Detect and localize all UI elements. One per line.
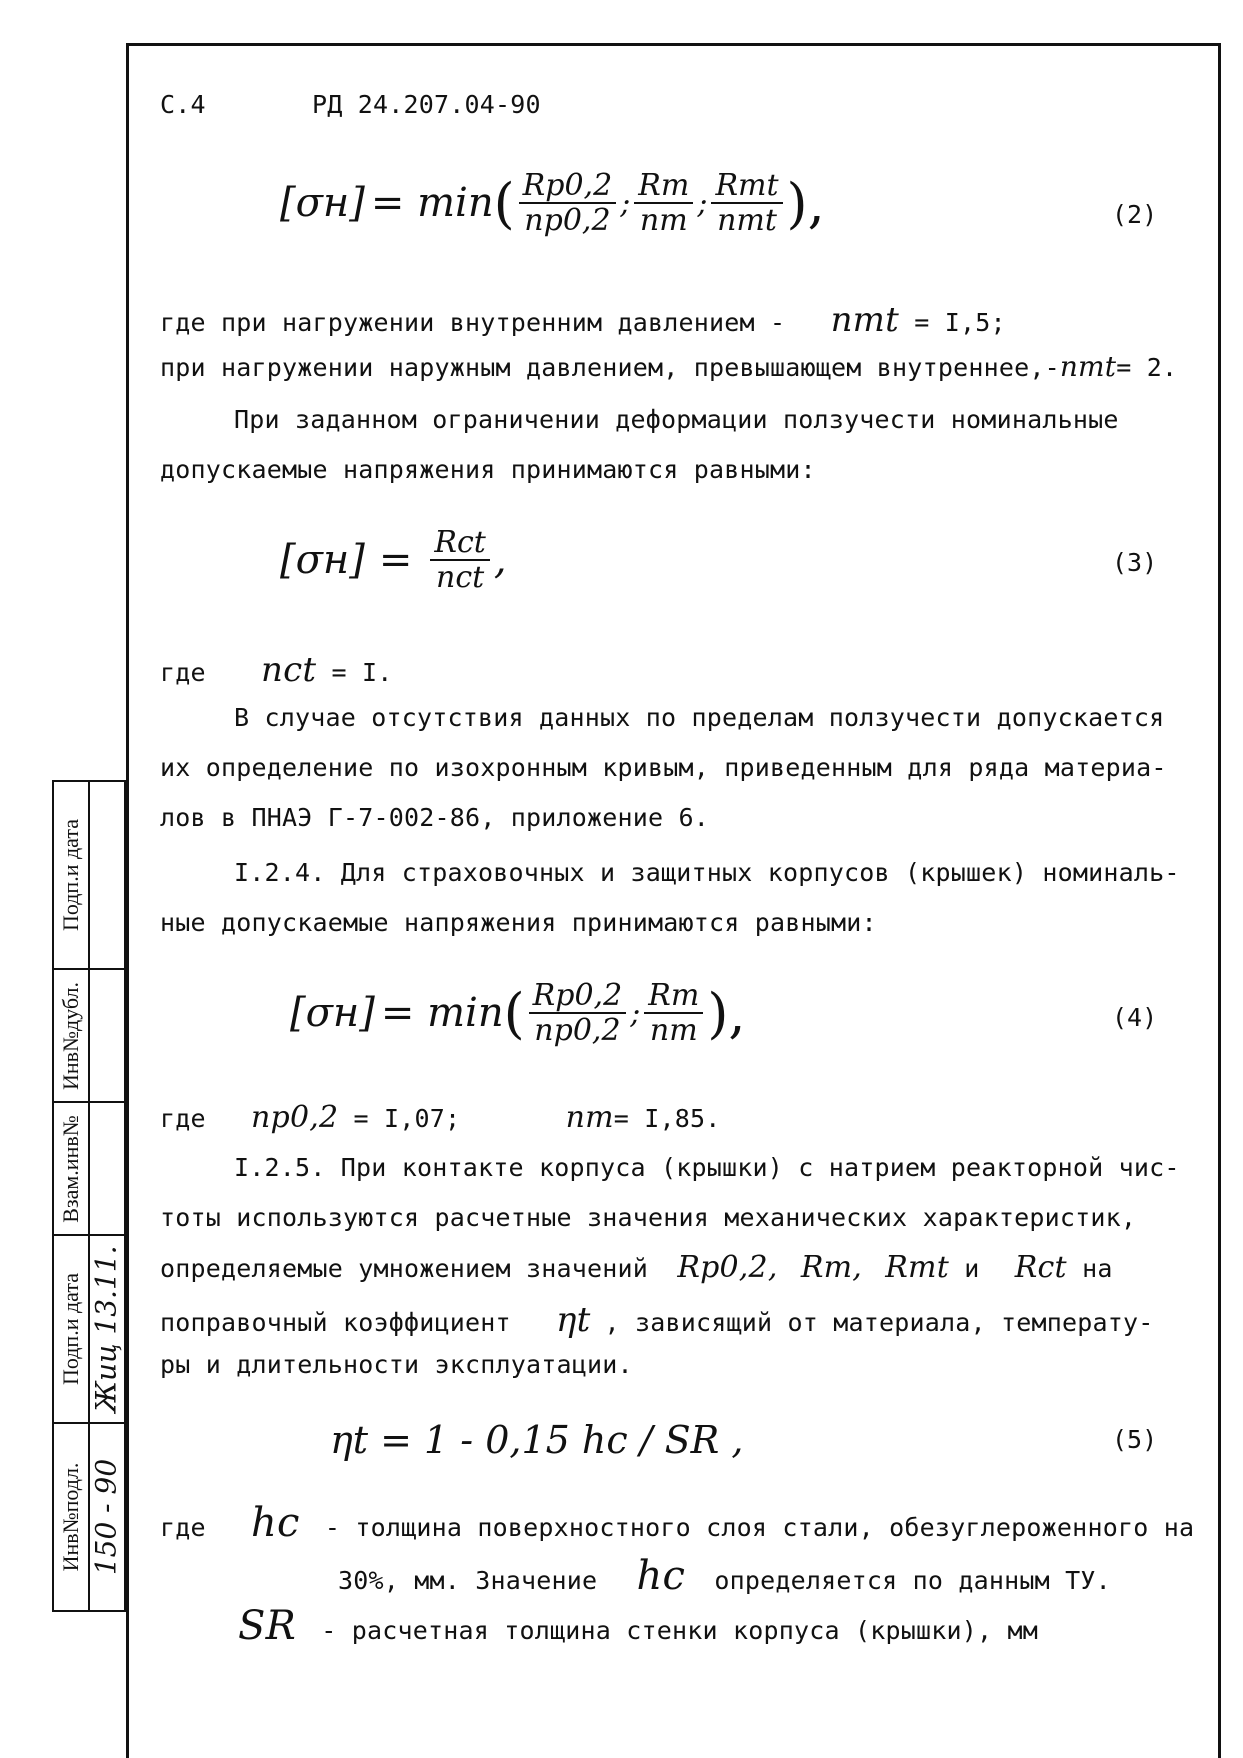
text-line: поправочный коэффициент ηt , зависящий от материала, температу- bbox=[160, 1300, 1154, 1340]
text-line: где hc - толщина поверхностного слоя стали, обезуглероженного на bbox=[160, 1500, 1195, 1546]
equation-number: (4) bbox=[1112, 1003, 1158, 1032]
text-line: где при нагружении внутренним давлением - nmt = I,5; bbox=[160, 300, 1006, 340]
text-line: В случае отсутствия данных по пределам ползучести допускается bbox=[234, 703, 1165, 732]
stamp-block-vzam bbox=[52, 1101, 126, 1236]
text-line: определяемые умножением значений Rp0,2, Rm, Rmt и Rct на bbox=[160, 1250, 1113, 1285]
text-line: При заданном ограничении деформации ползучести номинальные bbox=[234, 405, 1119, 434]
eq-op: = min bbox=[380, 990, 504, 1036]
text-line: ры и длительности эксплуатации. bbox=[160, 1350, 633, 1379]
equation-4: [σн] = min ( $\frac{Rp0,2}{np0,2}$ ; $\frac{Rm}{nm}$ ), bbox=[290, 978, 746, 1048]
equation-number: (3) bbox=[1112, 548, 1158, 577]
page-number: С.4 bbox=[160, 90, 206, 119]
text-line: I.2.5. При контакте корпуса (крышки) с натрием реакторной чис- bbox=[234, 1153, 1180, 1182]
document-code: РД 24.207.04-90 bbox=[312, 90, 541, 119]
eq-fraction: $\frac{Rp0,2}{np0,2}$ bbox=[529, 979, 627, 1047]
eq-op: = bbox=[378, 537, 413, 583]
text-line: тоты используются расчетные значения механических характеристик, bbox=[160, 1203, 1137, 1232]
equation-number: (5) bbox=[1112, 1425, 1158, 1454]
text-line: при нагружении наружным давлением, превышающем внутреннее,-nmt= 2. bbox=[160, 350, 1178, 383]
eq-fraction: $\frac{Rm}{nm}$ bbox=[644, 979, 703, 1047]
equation-5: ηt = 1 - 0,15 hc / SR , bbox=[330, 1418, 744, 1462]
text-line: их определение по изохронным кривым, приведенным для ряда материа- bbox=[160, 753, 1167, 782]
eq-op: = min bbox=[370, 180, 494, 226]
text-line: 30%, мм. Значение hc определяется по данным ТУ. bbox=[338, 1553, 1111, 1599]
stamp-block-inv-podl bbox=[52, 1422, 126, 1612]
text-line: где nct = I. bbox=[160, 650, 393, 690]
eq-lhs: [σн] bbox=[280, 180, 365, 226]
text-line: I.2.4. Для страховочных и защитных корпусов (крышек) номиналь- bbox=[234, 858, 1180, 887]
stamp-label: Инв№подл. bbox=[58, 1462, 83, 1572]
stamp-block-podp-top bbox=[52, 780, 126, 970]
eq-lhs: [σн] bbox=[280, 537, 365, 583]
eq-fraction: $\frac{Rp0,2}{np0,2}$ bbox=[519, 169, 617, 237]
eq-fraction: $\frac{\text{Rct}}{\text{nct}}$ bbox=[430, 526, 489, 594]
stamp-block-inv-dubl bbox=[52, 968, 126, 1103]
signature-date: Жиц 13.11. bbox=[89, 1245, 123, 1413]
text-line: SR - расчетная толщина стенки корпуса (крышки), мм bbox=[238, 1603, 1038, 1649]
equation-2: [σн] = min ( $\frac{Rp0,2}{np0,2}$ ; $\frac{Rm}{nm}$ ; $\frac{\text{Rmt}}{\text{nmt}}$ ), bbox=[280, 168, 825, 238]
stamp-label: Подп.и дата bbox=[58, 1272, 83, 1386]
text-line: лов в ПНАЭ Г-7-002-86, приложение 6. bbox=[160, 803, 710, 832]
text-line: где np0,2 = I,07; nm= I,85. bbox=[160, 1100, 721, 1135]
inventory-number: 150 - 90 bbox=[89, 1458, 123, 1576]
eq-fraction: $\frac{\text{Rmt}}{\text{nmt}}$ bbox=[711, 169, 782, 237]
eq-fraction: $\frac{Rm}{nm}$ bbox=[634, 169, 693, 237]
stamp-label: Инв№дубл. bbox=[58, 981, 83, 1090]
stamp-label: Взам.инв№ bbox=[58, 1114, 83, 1223]
stamp-block-podp-bottom bbox=[52, 1234, 126, 1424]
stamp-label: Подп.и дата bbox=[58, 818, 83, 932]
equation-number: (2) bbox=[1112, 200, 1158, 229]
text-line: допускаемые напряжения принимаются равными: bbox=[160, 455, 816, 484]
text-line: ные допускаемые напряжения принимаются равными: bbox=[160, 908, 877, 937]
equation-3: [σн] = $\frac{\text{Rct}}{\text{nct}}$ , bbox=[280, 525, 507, 595]
eq-lhs: [σн] bbox=[290, 990, 375, 1036]
